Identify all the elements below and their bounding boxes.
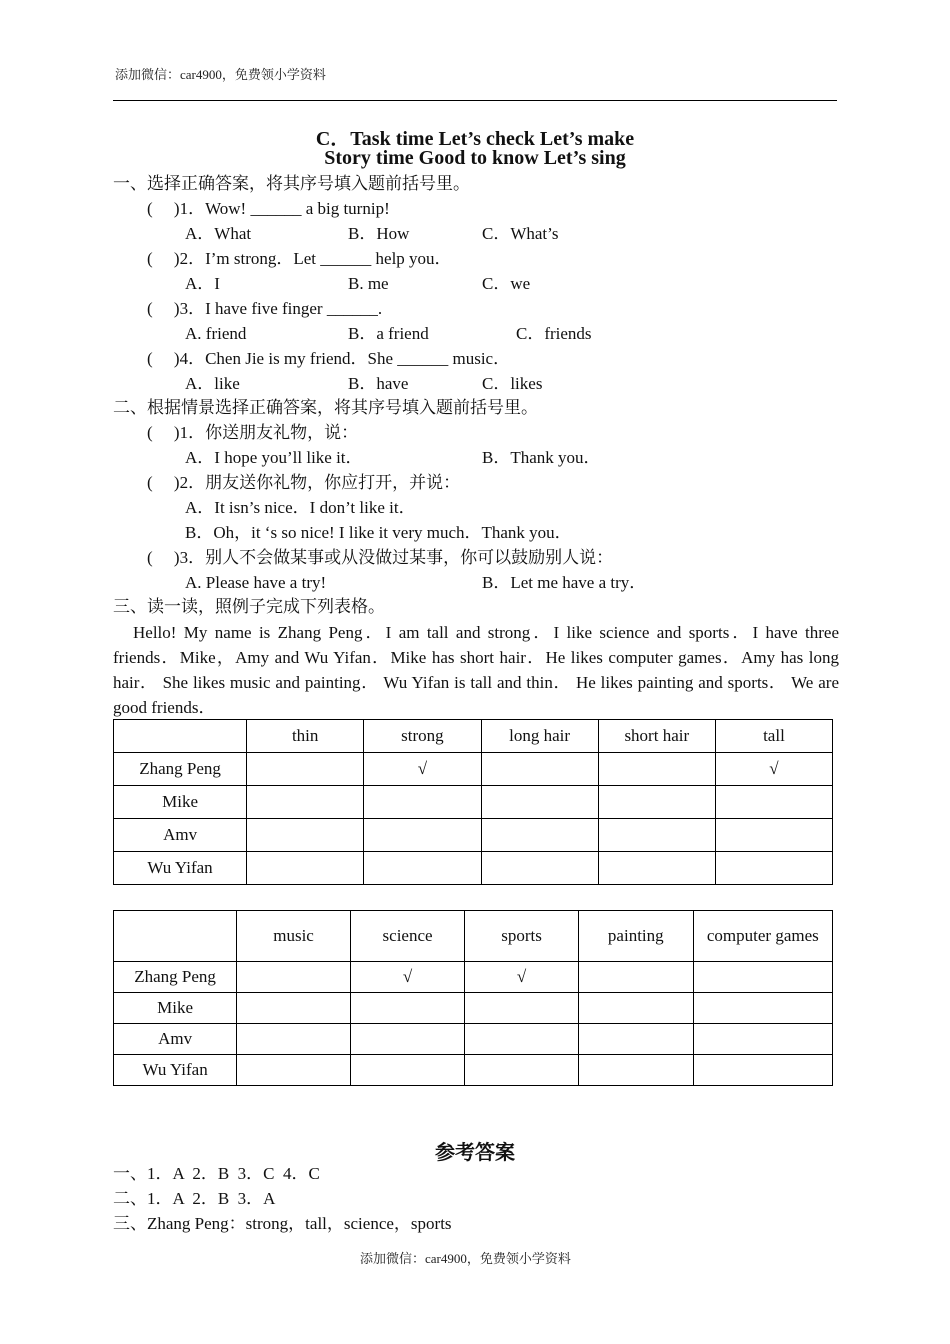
table-header-cell: music: [237, 911, 351, 962]
p2-q1-opt-a: A．I hope you’ll like it．: [185, 448, 363, 467]
p1-q3-opt-b: B．a friend: [348, 324, 429, 343]
p2-q2-stem: ( )2．朋友送你礼物，你应打开，并说：: [147, 473, 461, 492]
table-cell: [247, 852, 364, 885]
header-rule: [113, 100, 837, 101]
likes-table: [113, 910, 833, 1086]
table-cell: [350, 993, 464, 1024]
part3-heading: 三、读一读，照例子完成下列表格。: [113, 597, 385, 616]
p2-q2-opt-b: B．Oh，it ‘s so nice! I like it very much．Thank you．: [185, 523, 572, 542]
table-cell: [465, 1024, 579, 1055]
table-cell: [237, 962, 351, 993]
part2-heading: 二、根据情景选择正确答案，将其序号填入题前括号里。: [113, 398, 538, 417]
table-row: [114, 993, 833, 1024]
table-row: [114, 852, 833, 885]
table-row-label: Wu Yifan: [114, 852, 247, 885]
p1-q3-opt-c: C．friends: [516, 324, 592, 343]
table-cell: [578, 993, 693, 1024]
p1-q2-stem: ( )2．I’m strong．Let ______ help you．: [147, 249, 452, 268]
table-row: [114, 962, 833, 993]
table-cell: [247, 786, 364, 819]
table-row: [114, 1024, 833, 1055]
p1-q1-stem: ( )1．Wow! ______ a big turnip!: [147, 199, 390, 218]
table-cell: [715, 852, 832, 885]
answers-title: 参考答案: [435, 1142, 515, 1164]
table-cell: [247, 753, 364, 786]
table-cell: [481, 753, 598, 786]
p1-q4-opt-a: A．like: [185, 374, 240, 393]
table-cell: [237, 1055, 351, 1086]
answers-line-2: 二、1．A 2．B 3．A: [113, 1189, 276, 1208]
table-header-cell: sports: [465, 911, 579, 962]
p1-q1-opt-c: C．What’s: [482, 224, 559, 243]
table-cell: [364, 786, 481, 819]
footer-note: 添加微信：car4900，免费领小学资料: [360, 1251, 571, 1266]
table-header-cell: computer games: [693, 911, 832, 962]
table-row-label: Wu Yifan: [114, 1055, 237, 1086]
table-header-row: [114, 911, 833, 962]
p2-q1-stem: ( )1．你送朋友礼物，说：: [147, 423, 359, 442]
answers-line-3: 三、Zhang Peng：strong，tall，science，sports: [113, 1214, 452, 1233]
table-header-cell: short hair: [598, 720, 715, 753]
table-cell: [693, 993, 832, 1024]
p1-q4-opt-b: B．have: [348, 374, 409, 393]
table-cell: [715, 819, 832, 852]
table-cell: [364, 819, 481, 852]
p1-q1-opt-b: B．How: [348, 224, 410, 243]
part1-heading: 一、选择正确答案，将其序号填入题前括号里。: [113, 174, 470, 193]
p1-q1-opt-a: A．What: [185, 224, 252, 243]
table-header-cell: science: [350, 911, 464, 962]
table-cell: √: [364, 753, 481, 786]
table-cell: [481, 786, 598, 819]
table-cell: [715, 786, 832, 819]
table-cell: [465, 993, 579, 1024]
table-header-cell: [114, 911, 237, 962]
header-note: 添加微信：car4900，免费领小学资料: [115, 67, 326, 82]
p1-q3-stem: ( )3．I have five finger ______.: [147, 299, 383, 318]
table-row: [114, 753, 833, 786]
reading-paragraph: Hello! My name is Zhang Peng．I am tall and strong．I like science and sports．I have three friends．Mike，Amy and Wu Yifan．Mike has short hair．He likes computer games．Amy has long hair． She likes music and painting． Wu Yifan is tall and thin． He likes painting and sports． We are good friends．: [113, 623, 839, 717]
p1-q4-stem: ( )4．Chen Jie is my friend．She ______ music．: [147, 349, 511, 368]
p1-q2-opt-b: B. me: [348, 274, 389, 293]
table-cell: [578, 962, 693, 993]
table-row-label: Zhang Peng: [114, 962, 237, 993]
table-cell: √: [465, 962, 579, 993]
table-cell: [247, 819, 364, 852]
table-row-label: Mike: [114, 786, 247, 819]
table-cell: [598, 819, 715, 852]
table-cell: [364, 852, 481, 885]
table-header-cell: long hair: [481, 720, 598, 753]
table-row-label: Zhang Peng: [114, 753, 247, 786]
table-header-cell: [114, 720, 247, 753]
table-row-label: Mike: [114, 993, 237, 1024]
table-cell: [693, 1024, 832, 1055]
table-header-row: [114, 720, 833, 753]
table-cell: [350, 1055, 464, 1086]
table-header-cell: strong: [364, 720, 481, 753]
table-row-label: Amv: [114, 1024, 237, 1055]
table-header-cell: painting: [578, 911, 693, 962]
table-cell: [598, 753, 715, 786]
table-row-label: Amv: [114, 819, 247, 852]
p2-q2-opt-a: A．It isn’s nice．I don’t like it．: [185, 498, 416, 517]
table-cell: [598, 786, 715, 819]
table-cell: [598, 852, 715, 885]
table-cell: √: [715, 753, 832, 786]
table-cell: [465, 1055, 579, 1086]
p1-q2-opt-a: A．I: [185, 274, 220, 293]
p2-q1-opt-b: B．Thank you．: [482, 448, 601, 467]
p1-q3-opt-a: A. friend: [185, 324, 247, 343]
table-cell: [481, 819, 598, 852]
p1-q4-opt-c: C．likes: [482, 374, 543, 393]
table-cell: [350, 1024, 464, 1055]
title-line-2: Story time Good to know Let’s sing: [324, 147, 626, 169]
answers-line-1: 一、1．A 2．B 3．C 4．C: [113, 1164, 320, 1183]
table-header-cell: tall: [715, 720, 832, 753]
table-row: [114, 786, 833, 819]
table-cell: [481, 852, 598, 885]
table-cell: [693, 1055, 832, 1086]
table-cell: [237, 1024, 351, 1055]
table-cell: [237, 993, 351, 1024]
table-row: [114, 819, 833, 852]
title-line-1: C．Task time Let’s check Let’s make: [315, 128, 635, 150]
p1-q2-opt-c: C．we: [482, 274, 531, 293]
p2-q3-opt-b: B．Let me have a try．: [482, 573, 647, 592]
table-cell: [693, 962, 832, 993]
table-cell: [578, 1024, 693, 1055]
p2-q3-opt-a: A. Please have a try!: [185, 573, 327, 592]
table-cell: √: [350, 962, 464, 993]
table-cell: [578, 1055, 693, 1086]
table-header-cell: thin: [247, 720, 364, 753]
table-row: [114, 1055, 833, 1086]
p2-q3-stem: ( )3．别人不会做某事或从没做过某事，你可以鼓励别人说：: [147, 548, 614, 567]
traits-table: [113, 719, 833, 885]
